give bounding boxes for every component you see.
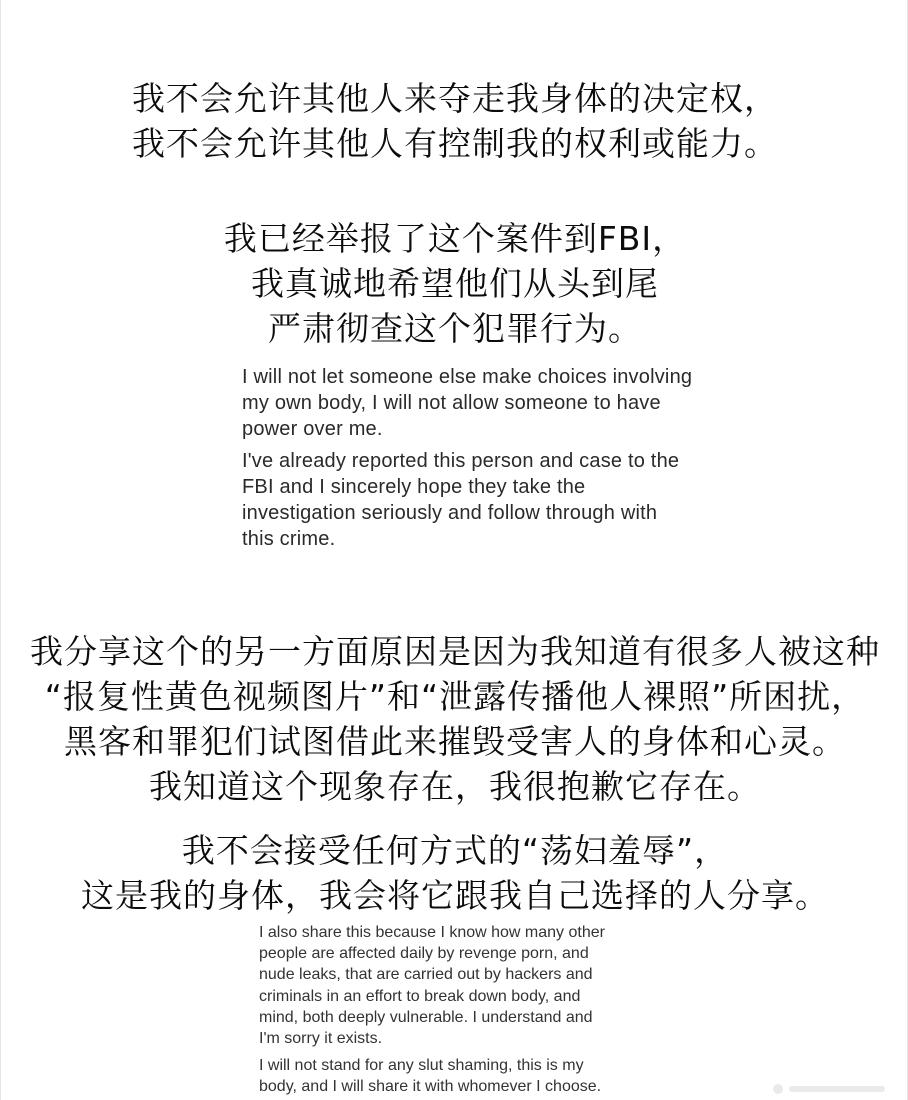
- chinese-paragraph-revenge-porn: [1, 629, 908, 809]
- text-line: FBI and I sincerely hope they take the: [242, 476, 586, 498]
- text-line: 我知道这个现象存在，我很抱歉它存在。: [149, 767, 761, 806]
- text-line: I'm sorry it exists.: [259, 1030, 383, 1048]
- chinese-paragraph-slut-shaming: [1, 828, 908, 918]
- text-line: “报复性黄色视频图片”和“泄露传播他人裸照”所困扰，: [44, 677, 866, 716]
- text-line: mind, both deeply vulnerable. I understand and: [259, 1008, 593, 1026]
- text-line: this crime.: [242, 528, 336, 550]
- text-line: I will not let someone else make choices involving: [242, 366, 693, 388]
- text-line: 黑客和罪犯们试图借此来摧毁受害人的身体和心灵。: [64, 722, 846, 761]
- text-line: 我真诚地希望他们从头到尾: [251, 264, 659, 303]
- text-line: 我不会允许其他人有控制我的权利或能力。: [132, 124, 778, 163]
- text-line: 我不会允许其他人来夺走我身体的决定权，: [132, 79, 778, 118]
- text-line: I will not stand for any slut shaming, this is my: [259, 1057, 584, 1075]
- english-statement-excerpt-2: [259, 922, 605, 1098]
- english-paragraph: [259, 1055, 605, 1097]
- text-line: people are affected daily by revenge porn, and: [259, 945, 589, 963]
- watermark-icon: [771, 1082, 891, 1096]
- text-line: I've already reported this person and case to the: [242, 450, 680, 472]
- chinese-paragraph-fbi-report: [1, 216, 908, 351]
- english-paragraph: [242, 448, 692, 552]
- text-line: 我分享这个的另一方面原因是因为我知道有很多人被这种: [30, 632, 880, 671]
- text-line: investigation seriously and follow through with: [242, 502, 658, 524]
- english-statement-excerpt-1: [242, 364, 692, 552]
- text-line: 我已经举报了这个案件到FBI，: [223, 219, 687, 258]
- text-line: nude leaks, that are carried out by hackers and: [259, 966, 593, 984]
- text-line: 严肃彻查这个犯罪行为。: [268, 309, 642, 348]
- text-line: 我不会接受任何方式的“荡妇羞辱”，: [181, 831, 729, 870]
- text-line: criminals in an effort to break down body, and: [259, 987, 581, 1005]
- text-line: power over me.: [242, 418, 383, 440]
- text-line: body, and I will share it with whomever I choose.: [259, 1078, 602, 1096]
- chinese-paragraph-body-autonomy: [1, 76, 908, 166]
- english-paragraph: [259, 922, 605, 1049]
- text-line: my own body, I will not allow someone to have: [242, 392, 661, 414]
- text-line: I also share this because I know how many other: [259, 924, 605, 941]
- text-line: 这是我的身体，我会将它跟我自己选择的人分享。: [81, 876, 829, 915]
- english-paragraph: [242, 364, 692, 442]
